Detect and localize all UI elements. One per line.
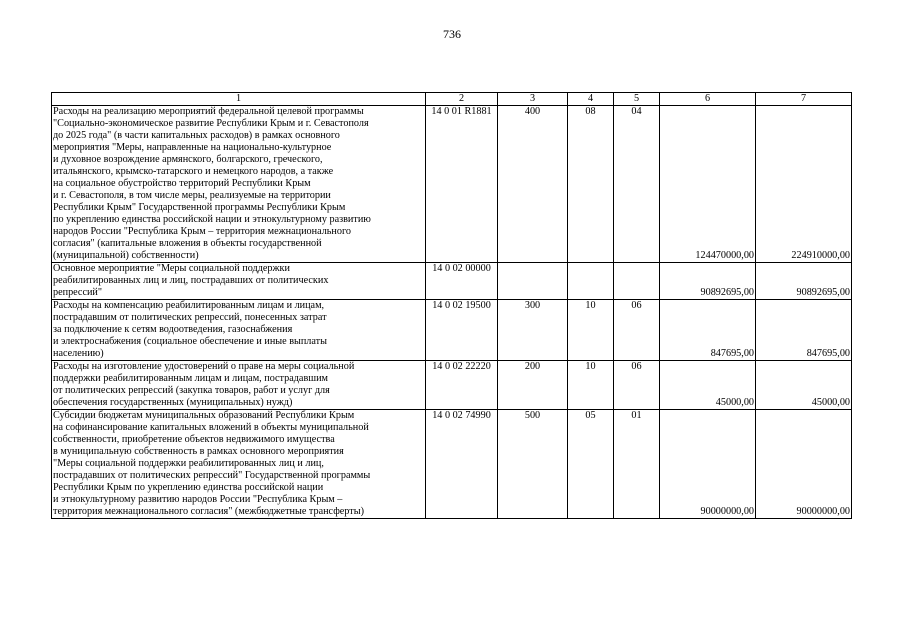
subsection-code: 04 [614,106,660,263]
description-line: Субсидии бюджетам муниципальных образований Республики Крым [53,410,355,421]
column-number-6: 6 [660,93,756,106]
description-line: репрессий" [53,287,103,298]
description-line: собственности, приобретение объектов недвижимого имущества [53,434,335,445]
expense-type-code: 300 [498,300,568,361]
row-description [52,106,426,263]
amount-column-6: 124470000,00 [660,106,756,263]
column-number-1: 1 [52,93,426,106]
table-row [52,106,852,263]
amount-column-7: 224910000,00 [756,106,852,263]
description-line: на социальное обустройство территорий Республики Крым [53,178,311,189]
description-line: и г. Севастополя, в том числе меры, реализуемые на территории [53,190,331,201]
amount-column-6: 90892695,00 [660,263,756,300]
column-number-5: 5 [614,93,660,106]
column-number-2: 2 [426,93,498,106]
amount-column-7: 847695,00 [756,300,852,361]
section-code: 05 [568,410,614,519]
description-line: и этнокультурному развитию народов России "Республика Крым – [53,494,343,505]
expense-type-code: 500 [498,410,568,519]
description-line: Основное мероприятие "Меры социальной поддержки [53,263,290,274]
table-row [52,263,852,300]
description-line: "Социально-экономическое развитие Республики Крым и г. Севастополя [53,118,369,129]
description-line: за подключение к сетям водоотведения, газоснабжения [53,324,293,335]
column-number-row [52,93,852,106]
budget-classification-code: 14 0 02 22220 [426,361,498,410]
expense-type-code [498,263,568,300]
subsection-code: 06 [614,361,660,410]
table-row [52,300,852,361]
amount-column-6: 90000000,00 [660,410,756,519]
row-description [52,361,426,410]
description-line: и электроснабжения (социальное обеспечение и иные выплаты [53,336,327,347]
description-line: (муниципальной) собственности) [53,250,199,261]
description-line: населению) [53,348,104,359]
section-code: 10 [568,300,614,361]
budget-classification-code: 14 0 02 19500 [426,300,498,361]
amount-column-7: 90000000,00 [756,410,852,519]
expense-type-code: 400 [498,106,568,263]
column-number-4: 4 [568,93,614,106]
column-number-7: 7 [756,93,852,106]
description-line: от политических репрессий (закупка товаров, работ и услуг для [53,385,330,396]
description-line: на софинансирование капитальных вложений в объекты муниципальной [53,422,369,433]
description-line: обеспечения государственных (муниципальных) нужд) [53,397,293,408]
amount-column-6: 45000,00 [660,361,756,410]
table-row [52,410,852,519]
row-description [52,410,426,519]
expense-type-code: 200 [498,361,568,410]
description-line: Республики Крым" Государственной программы Республики Крым [53,202,346,213]
amount-column-6: 847695,00 [660,300,756,361]
description-line: поддержки реабилитированным лицам и лицам, пострадавшим [53,373,329,384]
section-code: 08 [568,106,614,263]
description-line: согласия" (капитальные вложения в объекты государственной [53,238,322,249]
description-line: по укреплению единства российской нации и этнокультурному развитию [53,214,371,225]
budget-classification-code: 14 0 02 74990 [426,410,498,519]
description-line: мероприятия "Меры, направленные на национально-культурное [53,142,332,153]
column-number-3: 3 [498,93,568,106]
description-line: "Меры социальной поддержки реабилитированных лиц и лиц, [53,458,324,469]
subsection-code: 01 [614,410,660,519]
description-line: до 2025 года" (в части капитальных расходов) в рамках основного [53,130,340,141]
budget-table [51,92,852,519]
row-description [52,263,426,300]
row-description [52,300,426,361]
description-line: пострадавшим от политических репрессий, понесенных затрат [53,312,327,323]
description-line: в муниципальную собственность в рамках основного мероприятия [53,446,344,457]
description-line: Республики Крым по укреплению единства российской нации [53,482,324,493]
description-line: Расходы на изготовление удостоверений о праве на меры социальной [53,361,355,372]
description-line: народов России "Республика Крым – территория межнационального [53,226,351,237]
subsection-code: 06 [614,300,660,361]
description-line: территория межнационального согласия" (межбюджетные трансферты) [53,506,364,517]
description-line: пострадавших от политических репрессий" Государственной программы [53,470,371,481]
description-line: Расходы на компенсацию реабилитированным лицам и лицам, [53,300,325,311]
description-line: итальянского, крымско-татарского и немецкого народов, а также [53,166,334,177]
amount-column-7: 45000,00 [756,361,852,410]
budget-classification-code: 14 0 02 00000 [426,263,498,300]
table-row [52,361,852,410]
description-line: Расходы на реализацию мероприятий федеральной целевой программы [53,106,364,117]
budget-classification-code: 14 0 01 R1881 [426,106,498,263]
description-line: и духовное возрождение армянского, болгарского, греческого, [53,154,323,165]
section-code [568,263,614,300]
description-line: реабилитированных лиц и лиц, пострадавших от политических [53,275,329,286]
section-code: 10 [568,361,614,410]
amount-column-7: 90892695,00 [756,263,852,300]
subsection-code [614,263,660,300]
page-number: 736 [443,27,461,41]
